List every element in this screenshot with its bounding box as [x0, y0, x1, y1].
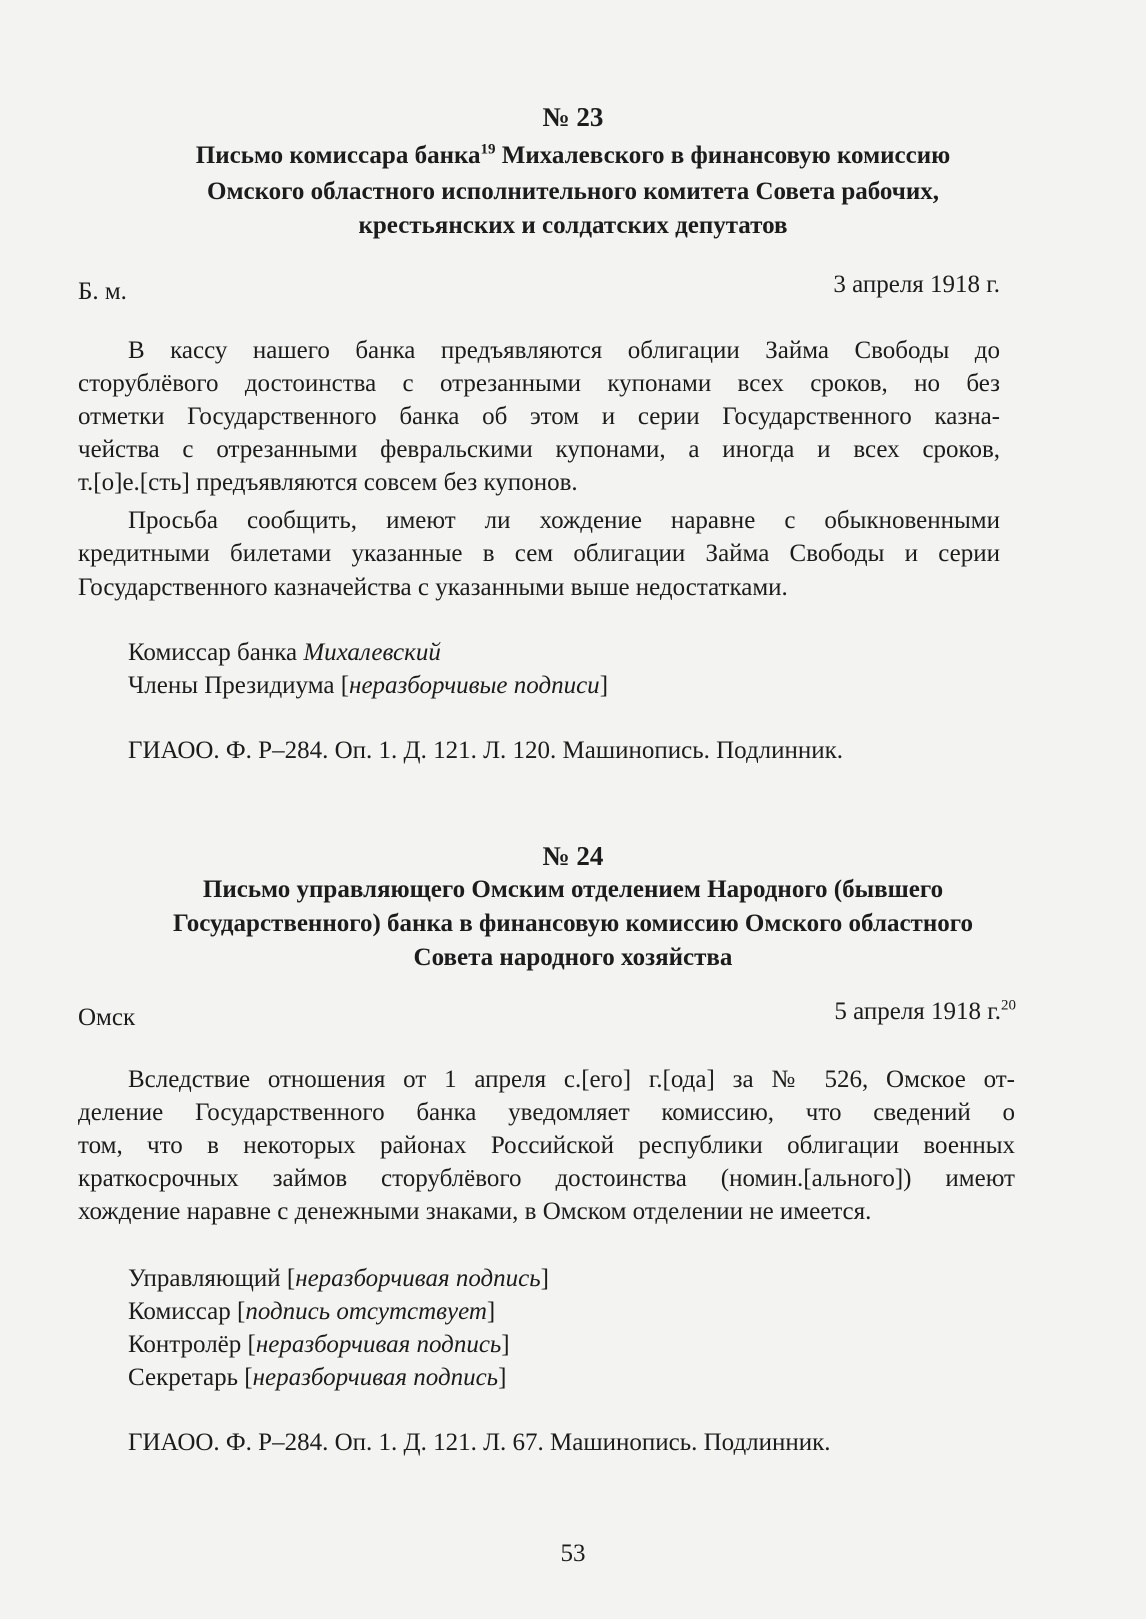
doc24-date: 5 апреля 1918 г.$^{20}$ [834, 997, 1016, 1025]
text-line: Государственного казначейства с указанными выше недостатками. [78, 574, 788, 601]
text-line: том, что в некоторых районах Российской республики облигации военных [78, 1132, 1015, 1159]
doc24-source: ГИАОО. Ф. Р–284. Оп. 1. Д. 121. Л. 67. Машинопись. Подлинник. [128, 1429, 831, 1456]
footnote-ref-19: 19 [480, 141, 496, 158]
doc24-signature-manager: Управляющий [неразборчивая подпись] [128, 1265, 549, 1292]
doc23-source: ГИАОО. Ф. Р–284. Оп. 1. Д. 121. Л. 120. Машинопись. Подлинник. [128, 737, 844, 764]
text-line: сторублёвого достоинства с отрезанными купонами всех сроков, но без [78, 370, 1000, 397]
page-number: 53 [560, 1540, 586, 1567]
text-line: В кассу нашего банка предъявляются облигации Займа Свободы до [128, 337, 1000, 364]
text-line: Просьба сообщить, имеют ли хождение наравне с обыкновенными [128, 507, 1000, 534]
doc24-signature-secretary: Секретарь [неразборчивая подпись] [128, 1364, 507, 1391]
doc24-signature-commissar: Комиссар [подпись отсутствует] [128, 1298, 496, 1325]
doc24-place: Омск [78, 1004, 136, 1031]
doc23-title-line-2: Омского областного исполнительного комитета Совета рабочих, [207, 178, 939, 205]
text-line: деление Государственного банка уведомляет комиссию, что сведений о [78, 1099, 1015, 1126]
doc23-title-line-1: Письмо комиссара банка$^{19}$ Михалевского в финансовую комиссию [195, 141, 951, 169]
text-line: отметки Государственного банка об этом и серии Государственного казна- [78, 403, 1000, 430]
footnote-ref-20: 20 [1001, 997, 1016, 1014]
doc23-signature-presidium: Члены Президиума [неразборчивые подписи] [128, 672, 609, 699]
text-line: чейства с отрезанными февральскими купонами, а иногда и всех сроков, [78, 436, 1000, 463]
text-line: кредитными билетами указанные в сем облигации Займа Свободы и серии [78, 540, 1000, 567]
doc23-number: № 23 [542, 102, 604, 132]
text-line: краткосрочных займов сторублёвого достоинства (номин.[ального]) имеют [78, 1165, 1015, 1192]
text-line: т.[о]е.[сть] предъявляются совсем без купонов. [78, 469, 578, 496]
text-line: Вследствие отношения от 1 апреля с.[его] г.[ода] за № 526, Омское от- [128, 1066, 1015, 1093]
doc24-title-line-1: Письмо управляющего Омским отделением Народного (бывшего [202, 876, 944, 903]
doc23-signature-commissar: Комиссар банка Михалевский [128, 639, 441, 666]
text-line: хождение наравне с денежными знаками, в Омском отделении не имеется. [78, 1198, 872, 1225]
doc24-signature-controller: Контролёр [неразборчивая подпись] [128, 1331, 510, 1358]
doc24-title-line-3: Совета народного хозяйства [413, 944, 733, 971]
doc24-title-line-2: Государственного) банка в финансовую комиссию Омского областного [173, 910, 973, 937]
doc23-date: 3 апреля 1918 г. [833, 271, 1000, 298]
doc23-place: Б. м. [78, 278, 127, 305]
doc24-number: № 24 [542, 841, 604, 871]
doc23-title-line-3: крестьянских и солдатских депутатов [358, 212, 788, 239]
